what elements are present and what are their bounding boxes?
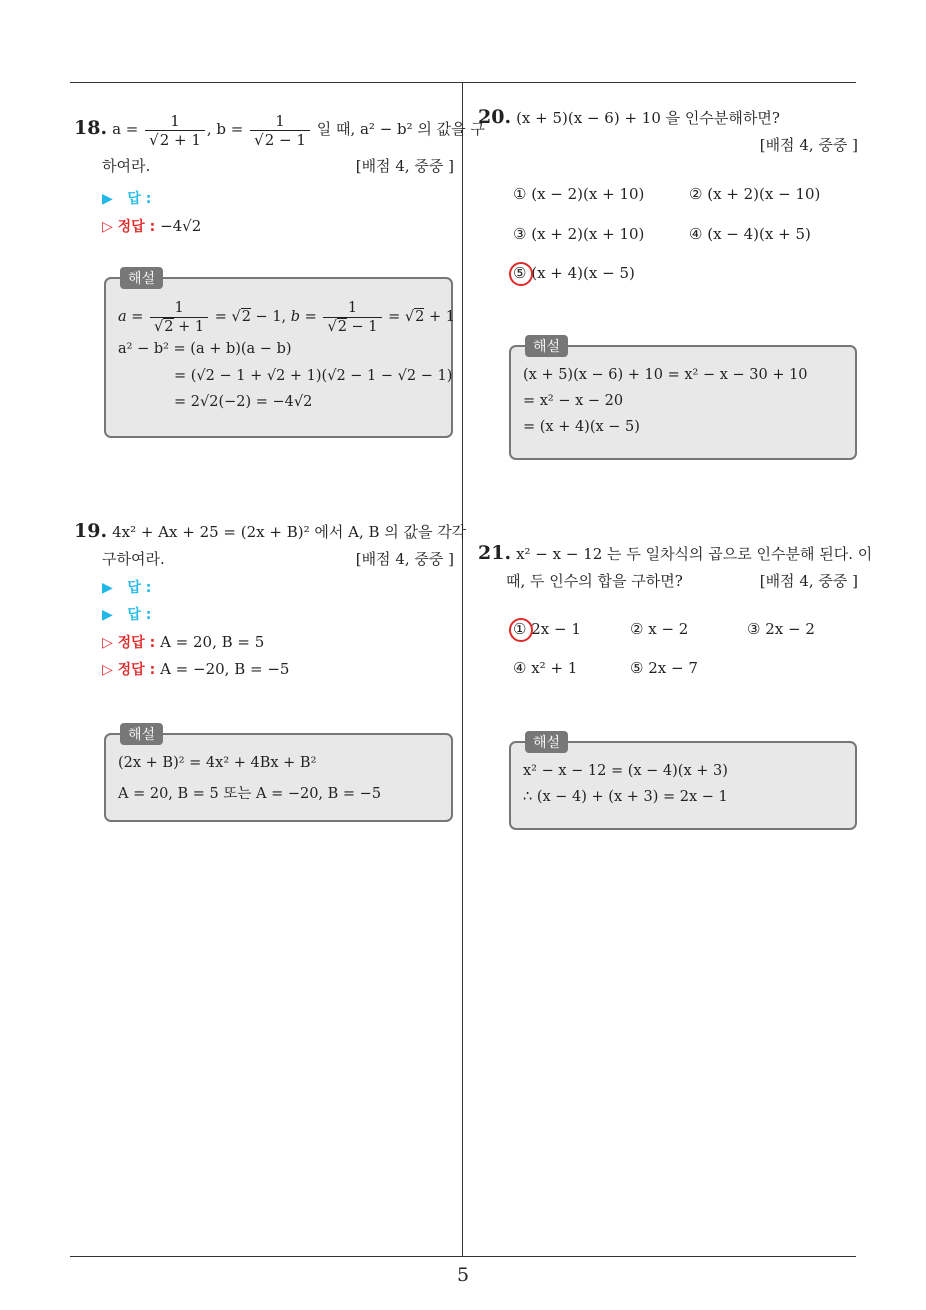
option-2[interactable]: ② x − 2	[630, 620, 689, 638]
solution-tag: 해설	[525, 731, 568, 753]
question-text-d: 하여라.	[102, 157, 151, 175]
bottom-rule	[70, 1256, 856, 1257]
question-number: 19.	[74, 520, 108, 542]
option-3[interactable]: ③ 2x − 2	[747, 620, 815, 638]
question-number: 20.	[478, 106, 512, 128]
solution-tag: 해설	[120, 723, 163, 745]
fraction-a: $\frac{1}{√2 + 1}$	[145, 112, 205, 149]
score-label: [배점 4, 중중 ]	[759, 572, 858, 590]
solution-box-18	[104, 271, 455, 438]
correct-answer-line-1	[74, 629, 454, 656]
fraction-b: $\frac{1}{√2 - 1}$	[250, 112, 310, 149]
page-number: 5	[456, 1264, 470, 1286]
correct-label: 정답 :	[117, 635, 156, 651]
option-4[interactable]: ④ (x − 4)(x + 5)	[689, 225, 811, 243]
solution-line-1: (2x + B)² = 4x² + 4Bx + B²	[118, 755, 317, 771]
answer-arrow-icon: ▶	[102, 607, 113, 623]
answer-label: 답 :	[127, 191, 152, 207]
solution-line-1: a = $\frac{1}{√2 + 1}$ = √2 − 1, b = $\frac{1}{√2 - 1}$ = √2 + 1	[118, 299, 455, 335]
question-text-2: 구하여라.	[102, 550, 165, 568]
question-text-2: 때, 두 인수의 합을 구하면?	[506, 572, 683, 590]
answer-label: 답 :	[127, 580, 152, 596]
solution-line-1: x² − x − 12 = (x − 4)(x + 3)	[523, 763, 728, 779]
correct-value: A = −20, B = −5	[160, 660, 290, 678]
answer-line-b[interactable]	[74, 602, 454, 629]
correct-arrow-icon: ▷	[102, 635, 113, 651]
solution-box-19	[104, 727, 453, 822]
solution-line-4: = 2√2(−2) = −4√2	[174, 394, 313, 410]
solution-tag: 해설	[120, 267, 163, 289]
option-3[interactable]: ③ (x + 2)(x + 10)	[513, 225, 645, 243]
correct-value: A = 20, B = 5	[160, 633, 265, 651]
solution-line-1: (x + 5)(x − 6) + 10 = x² − x − 30 + 10	[523, 367, 808, 383]
solution-line-2: A = 20, B = 5 또는 A = −20, B = −5	[118, 786, 382, 802]
score-label: [배점 4, 중중 ]	[355, 157, 454, 175]
solution-line-3: = (√2 − 1 + √2 + 1)(√2 − 1 − √2 − 1)	[174, 368, 453, 384]
question-number: 21.	[478, 542, 512, 564]
correct-label: 정답 :	[117, 219, 156, 235]
question-text: x² − x − 12 는 두 일차식의 곱으로 인수분해 된다. 이	[516, 545, 873, 563]
answer-line[interactable]	[74, 186, 454, 213]
column-divider	[462, 82, 463, 1256]
question-text: (x + 5)(x − 6) + 10 을 인수분해하면?	[516, 109, 780, 127]
solution-box-21	[509, 735, 857, 830]
solution-line-3: = (x + 4)(x − 5)	[523, 419, 640, 435]
score-label: [배점 4, 중중 ]	[759, 136, 858, 154]
question-text: 4x² + Ax + 25 = (2x + B)² 에서 A, B 의 값을 각각	[112, 523, 467, 541]
solution-line-2: ∴ (x − 4) + (x + 3) = 2x − 1	[523, 789, 728, 805]
question-20	[478, 104, 858, 159]
answer-label: 답 :	[127, 607, 152, 623]
option-4[interactable]: ④ x² + 1	[513, 659, 578, 677]
correct-value: −4√2	[160, 217, 202, 235]
correct-label: 정답 :	[117, 662, 156, 678]
question-21	[478, 540, 873, 595]
correct-answer-line-2	[74, 656, 454, 683]
selected-answer-circle-icon	[509, 618, 533, 642]
question-number: 18.	[74, 117, 108, 139]
option-1[interactable]: ① (x − 2)(x + 10)	[513, 185, 645, 203]
solution-line-2: a² − b² = (a + b)(a − b)	[118, 341, 292, 357]
selected-answer-circle-icon	[509, 262, 533, 286]
answer-arrow-icon: ▶	[102, 580, 113, 596]
option-2[interactable]: ② (x + 2)(x − 10)	[689, 185, 821, 203]
option-5[interactable]: ⑤ 2x − 7	[630, 659, 698, 677]
score-label: [배점 4, 중중 ]	[355, 550, 454, 568]
question-text-a: a =	[112, 120, 139, 138]
option-1[interactable]: ① 2x − 1	[513, 620, 581, 638]
solution-tag: 해설	[525, 335, 568, 357]
solution-box-20	[509, 339, 857, 460]
correct-arrow-icon: ▷	[102, 662, 113, 678]
question-19	[74, 518, 467, 683]
question-text-c: 일 때, a² − b² 의 값을 구	[311, 120, 485, 138]
option-5[interactable]: ⑤ (x + 4)(x − 5)	[513, 264, 635, 282]
solution-line-2: = x² − x − 20	[523, 393, 624, 409]
question-text-b: , b =	[206, 120, 244, 138]
correct-arrow-icon: ▷	[102, 219, 113, 235]
correct-answer-line	[74, 213, 454, 240]
question-18	[74, 104, 485, 240]
top-rule	[70, 82, 856, 83]
answer-line-a[interactable]	[74, 575, 454, 602]
answer-arrow-icon: ▶	[102, 191, 113, 207]
